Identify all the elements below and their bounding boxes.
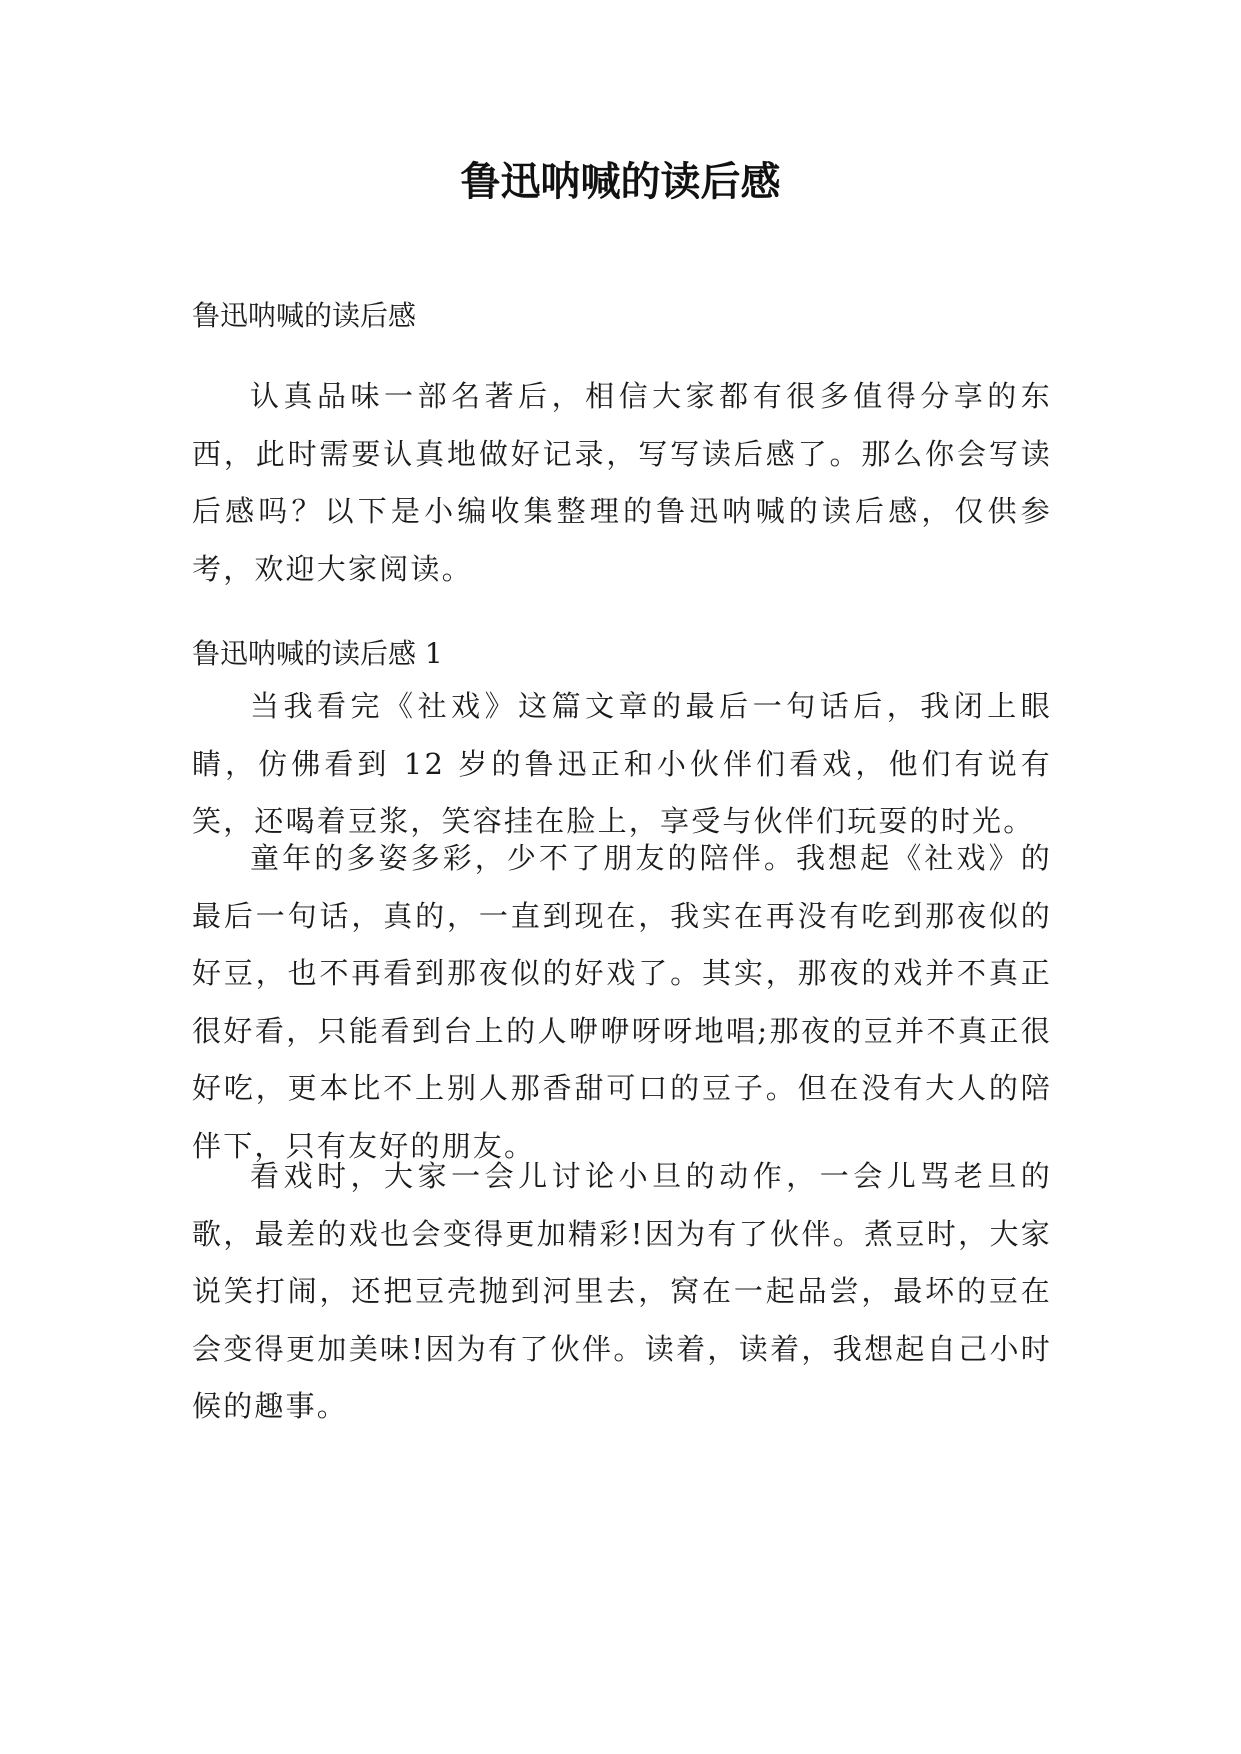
section-heading: 鲁迅呐喊的读后感 1 — [192, 637, 443, 670]
body-paragraph: 当我看完《社戏》这篇文章的最后一句话后，我闭上眼睛，仿佛看到 12 岁的鲁迅正和小伙伴们看戏，他们有说有笑，还喝着豆浆，笑容挂在脸上，享受与伙伴们玩耍的时光。 — [192, 689, 1052, 838]
document-subtitle: 鲁迅呐喊的读后感 — [192, 299, 417, 332]
intro-paragraph: 认真品味一部名著后，相信大家都有很多值得分享的东西，此时需要认真地做好记录，写写读后感了。那么你会写读后感吗？以下是小编收集整理的鲁迅呐喊的读后感，仅供参考，欢迎大家阅读。 — [192, 379, 1052, 586]
body-paragraph: 看戏时，大家一会儿讨论小旦的动作，一会儿骂老旦的歌，最差的戏也会变得更加精彩!因为有了伙伴。煮豆时，大家说笑打闹，还把豆壳抛到河里去，窝在一起品尝，最坏的豆在会变得更加美味!因为有了伙伴。读着，读着，我想起自己小时候的趣事。 — [192, 1159, 1052, 1423]
document-title: 鲁迅呐喊的读后感 — [460, 159, 781, 205]
body-paragraph: 童年的多姿多彩，少不了朋友的陪伴。我想起《社戏》的最后一句话，真的，一直到现在，我实在再没有吃到那夜似的好豆，也不再看到那夜似的好戏了。其实，那夜的戏并不真正很好看，只能看到台上的人咿咿呀呀地唱;那夜的豆并不真正很好吃，更本比不上别人那香甜可口的豆子。但在没有大人的陪伴下，只有友好的朋友。 — [192, 841, 1052, 1163]
